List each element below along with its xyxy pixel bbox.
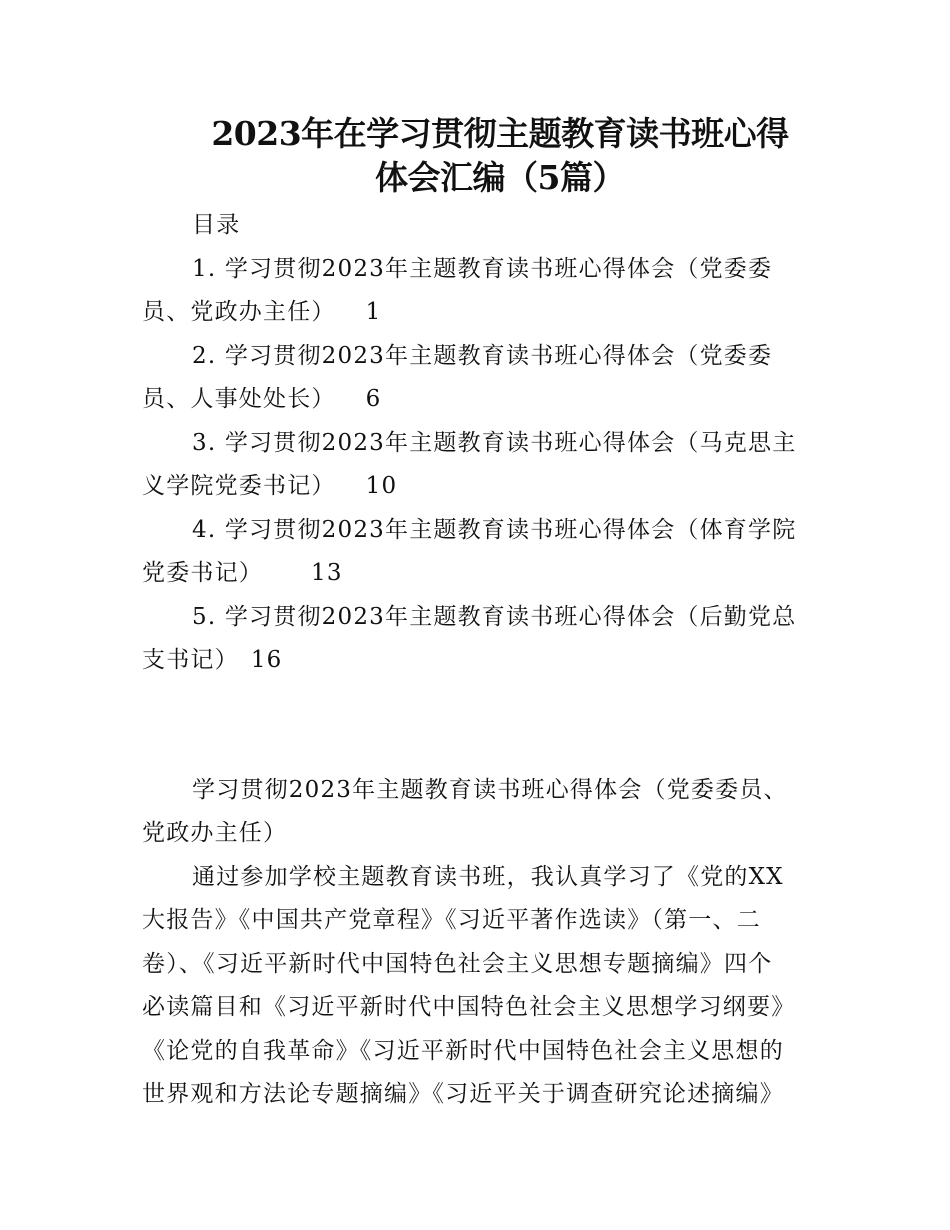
toc-item-5-line-2 (142, 645, 282, 675)
toc-item-5-title-end: 支书记） (142, 647, 239, 673)
toc-item-2-line-2 (142, 384, 381, 414)
toc-item-1-title-end: 员、党政办主任） (142, 299, 336, 325)
body-line-2: 大报告》《中国共产党章程》《习近平著作选读》（第一、二 (142, 907, 761, 933)
toc-item-4-line-1: 4. 学习贯彻2023年主题教育读书班心得体会（体育学院 (192, 517, 797, 543)
toc-item-4-title-end: 党委书记） (142, 560, 263, 586)
toc-item-4-page: 13 (311, 560, 343, 586)
body-line-1: 通过参加学校主题教育读书班，我认真学习了《党的XX (192, 864, 784, 890)
toc-item-3-line-2 (142, 471, 397, 501)
toc-item-5-line-1: 5. 学习贯彻2023年主题教育读书班心得体会（后勤党总 (192, 604, 797, 630)
body-line-5: 《论党的自我革命》《习近平新时代中国特色社会主义思想的 (142, 1038, 784, 1064)
toc-item-1-page: 1 (365, 299, 382, 325)
toc-item-5-page: 16 (250, 647, 283, 673)
toc-item-2-line-1: 2. 学习贯彻2023年主题教育读书班心得体会（党委委 (192, 343, 773, 369)
toc-item-3-line-1: 3. 学习贯彻2023年主题教育读书班心得体会（马克思主 (192, 430, 797, 456)
body-line-6: 世界观和方法论专题摘编》《习近平关于调查研究论述摘编》 (142, 1081, 784, 1107)
document-title-line-1: 2023年在学习贯彻主题教育读书班心得 (211, 114, 789, 153)
body-line-3: 卷）、《习近平新时代中国特色社会主义思想专题摘编》四个 (142, 951, 773, 977)
document-title-line-2: 体会汇编（5篇） (375, 158, 625, 197)
section-heading-line-1: 学习贯彻2023年主题教育读书班心得体会（党委委员、 (192, 777, 788, 803)
toc-item-3-title-end: 义学院党委书记） (142, 473, 336, 499)
toc-item-2-title-end: 员、人事处处长） (142, 386, 336, 412)
toc-item-3-page: 10 (365, 473, 398, 499)
toc-heading: 目录 (192, 212, 241, 238)
section-heading-line-2: 党政办主任） (142, 820, 288, 846)
body-line-4: 必读篇目和《习近平新时代中国特色社会主义思想学习纲要》 (142, 994, 796, 1020)
toc-item-4-line-2 (142, 558, 343, 588)
toc-item-1-line-2 (142, 297, 381, 327)
toc-item-1-line-1: 1. 学习贯彻2023年主题教育读书班心得体会（党委委 (192, 256, 773, 282)
toc-item-2-page: 6 (365, 386, 382, 412)
